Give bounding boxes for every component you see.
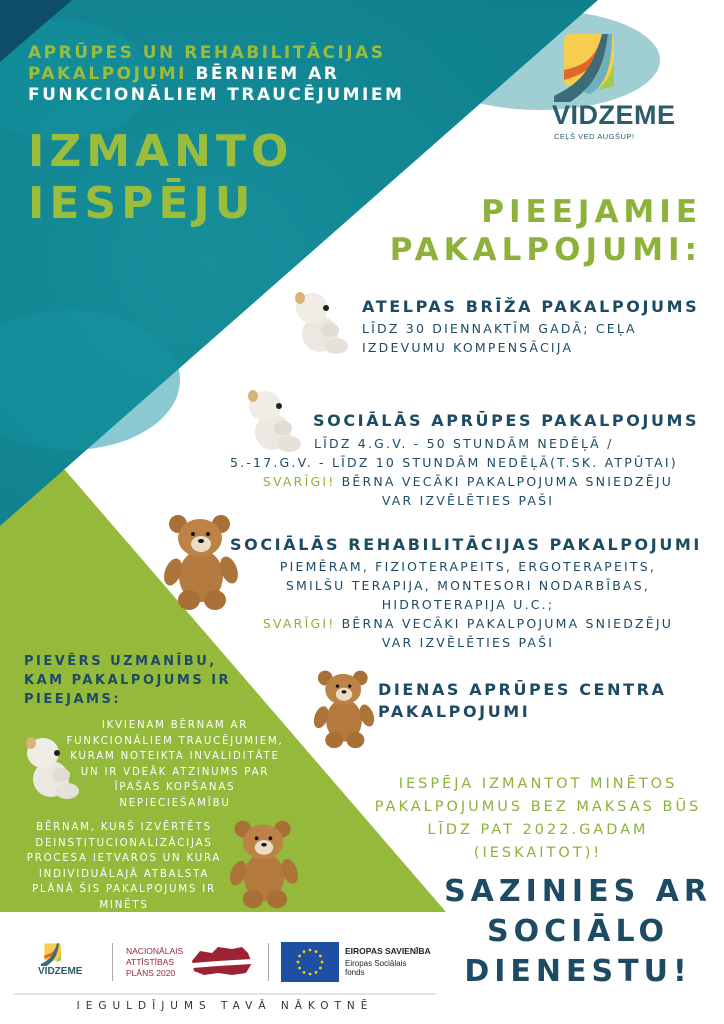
header-line-1: APRŪPES UN REHABILITĀCIJAS (28, 43, 386, 63)
service-day-care-title-line-2: PAKALPOJUMI (378, 702, 531, 721)
free-notice-line-4: (IESKAITOT)! (473, 845, 603, 861)
footer-vidzeme-logo (36, 942, 92, 980)
header-line-3: FUNKCIONĀLIEM TRAUCĒJUMIEM (28, 85, 405, 105)
eligibility-title-line-3: PIEEJAMS: (24, 692, 122, 707)
eligibility-item-2-line: BĒRNAM, KURŠ IZVĒRTĒTS (36, 822, 212, 833)
eligibility-item-2-line: PROCESA IETVAROS UN KURA (26, 853, 222, 864)
service-rehab-line-1: PIEMĒRAM, FIZIOTERAPEITS, ERGOTERAPEITS, (279, 559, 657, 574)
nap-line-1: NACIONĀLAIS (126, 946, 184, 956)
service-social-care-line-2: 5.-17.G.V. - LĪDZ 10 STUNDĀM NEDĒĻĀ(T.SK. ATPŪTAI) (230, 455, 678, 470)
important-label: SVARĪGI! (262, 474, 336, 489)
service-respite-title: ATELPAS BRĪŽA PAKALPOJUMS (362, 297, 700, 316)
eligibility-title (24, 652, 231, 709)
eu-flag-icon (281, 942, 339, 982)
eligibility-item-1-line: NEPIECIEŠAMĪBU (119, 797, 231, 809)
footer-divider (268, 943, 269, 981)
service-social-care-important (228, 472, 708, 491)
important-text: BĒRNA VECĀKI PAKALPOJUMA SNIEDZĒJU (341, 616, 674, 631)
service-rehab-important-line-2: VAR IZVĒLĒTIES PAŠI (381, 635, 555, 650)
vidzeme-logo-tagline: CEĻŠ VED AUGŠUP! (554, 132, 635, 141)
services-title-line-1: PIEEJAMIE (481, 194, 702, 230)
contact-social-service-cta (442, 872, 714, 992)
eu-title: EIROPAS SAVIENĪBA (345, 946, 431, 956)
eligibility-item-2-line: MINĒTS (99, 899, 149, 911)
eu-line-2: Eiropas Sociālais (345, 959, 407, 968)
white-teddy-bear-icon (243, 388, 305, 454)
eligibility-title-line-2: KAM PAKALPOJUMS IR (24, 673, 232, 688)
white-teddy-bear-icon (290, 290, 352, 356)
eligibility-item-1-line: IKVIENAM BĒRNAM AR (101, 720, 249, 731)
nap-line-2: ATTĪSTĪBAS (126, 957, 175, 967)
eligibility-item-1-line: FUNKCIONĀLIEM TRAUCĒJUMIEM, (66, 735, 284, 747)
eligibility-item-2 (24, 820, 224, 913)
free-notice-line-2: PAKALPOJUMUS BEZ MAKSAS BŪS (374, 799, 702, 815)
header-title (28, 43, 404, 106)
footer-vidzeme-text: VIDZEME (38, 966, 83, 977)
nap-2020-label (126, 946, 183, 979)
headline-line-1: IZMANTO (28, 126, 294, 177)
headline (28, 126, 293, 230)
service-rehab-important (228, 614, 708, 633)
service-rehab-line-3: HIDROTERAPIJA U.C.; (381, 597, 555, 612)
service-day-care-title (378, 679, 666, 723)
header-line-2-white: BĒRNIEM AR (195, 64, 340, 84)
service-rehab-line-2: SMILŠU TERAPIJA, MONTESORI NODARBĪBAS, (285, 578, 651, 593)
eligibility-item-2-line: PLĀNĀ ŠIS PAKALPOJUMS IR (32, 884, 216, 895)
service-social-care-important-line-2: VAR IZVĒLĒTIES PAŠI (381, 493, 555, 508)
vidzeme-logo-mark-icon (40, 942, 64, 966)
brown-teddy-bear-icon (229, 818, 299, 910)
eu-line-3: fonds (345, 968, 365, 977)
brown-teddy-bear-icon (313, 668, 375, 750)
nap-line-3: PLĀNS 2020 (126, 968, 176, 978)
latvia-map-icon (188, 943, 256, 979)
footer-divider (112, 943, 113, 981)
eligibility-title-line-1: PIEVĒRS UZMANĪBU, (24, 654, 217, 669)
eligibility-item-2-line: INDIVIDUĀLAJĀ ATBALSTA (38, 868, 210, 880)
service-social-care-title: SOCIĀLĀS APRŪPES PAKALPOJUMS (313, 411, 700, 430)
vidzeme-logo (548, 30, 708, 145)
header-line-2-green: PAKALPOJUMI (28, 64, 188, 84)
cta-line-3: DIENESTU! (464, 954, 692, 989)
service-respite (362, 297, 699, 357)
eligibility-item-1-line: ĪPAŠAS KOPŠANAS (114, 782, 236, 793)
cta-line-1: SAZINIES AR (444, 874, 712, 909)
service-rehab-title: SOCIĀLĀS REHABILITĀCIJAS PAKALPOJUMI (230, 535, 702, 554)
service-respite-line-2: IZDEVUMU KOMPENSĀCIJA (362, 340, 574, 355)
free-of-charge-notice (360, 773, 716, 865)
eu-label (345, 946, 431, 977)
eligibility-item-1 (60, 718, 290, 811)
service-day-care-title-line-1: DIENAS APRŪPES CENTRA (378, 680, 667, 699)
vidzeme-logo-mark-icon (552, 30, 622, 102)
cta-line-2: SOCIĀLO (486, 914, 670, 949)
important-text: BĒRNA VECĀKI PAKALPOJUMA SNIEDZĒJU (341, 474, 674, 489)
vidzeme-logo-text: VIDZEME (552, 100, 676, 130)
footer-slogan: IEGULDĪJUMS TAVĀ NĀKOTNĒ (76, 1000, 374, 1012)
services-title (390, 193, 702, 269)
eligibility-item-2-line: DEINSTITUCIONALIZĀCIJAS (35, 837, 213, 849)
service-respite-line-1: LĪDZ 30 DIENNAKTĪM GADĀ; CEĻA (362, 321, 637, 336)
eligibility-item-1-line: UN IR VDEĀK ATZINUMS PAR (80, 766, 270, 778)
free-notice-line-3: LĪDZ PAT 2022.GADAM (427, 822, 649, 838)
services-title-line-2: PAKALPOJUMI: (389, 232, 702, 268)
important-label: SVARĪGI! (262, 616, 336, 631)
service-social-care-line-1: LĪDZ 4.G.V. - 50 STUNDĀM NEDĒĻĀ / (314, 436, 614, 451)
free-notice-line-1: IESPĒJA IZMANTOT MINĒTOS (398, 776, 678, 792)
headline-line-2: IESPĒJU (28, 178, 256, 229)
header-line-2 (28, 64, 404, 85)
eligibility-item-1-line: KURAM NOTEIKTA INVALIDITĀTE (70, 751, 280, 762)
